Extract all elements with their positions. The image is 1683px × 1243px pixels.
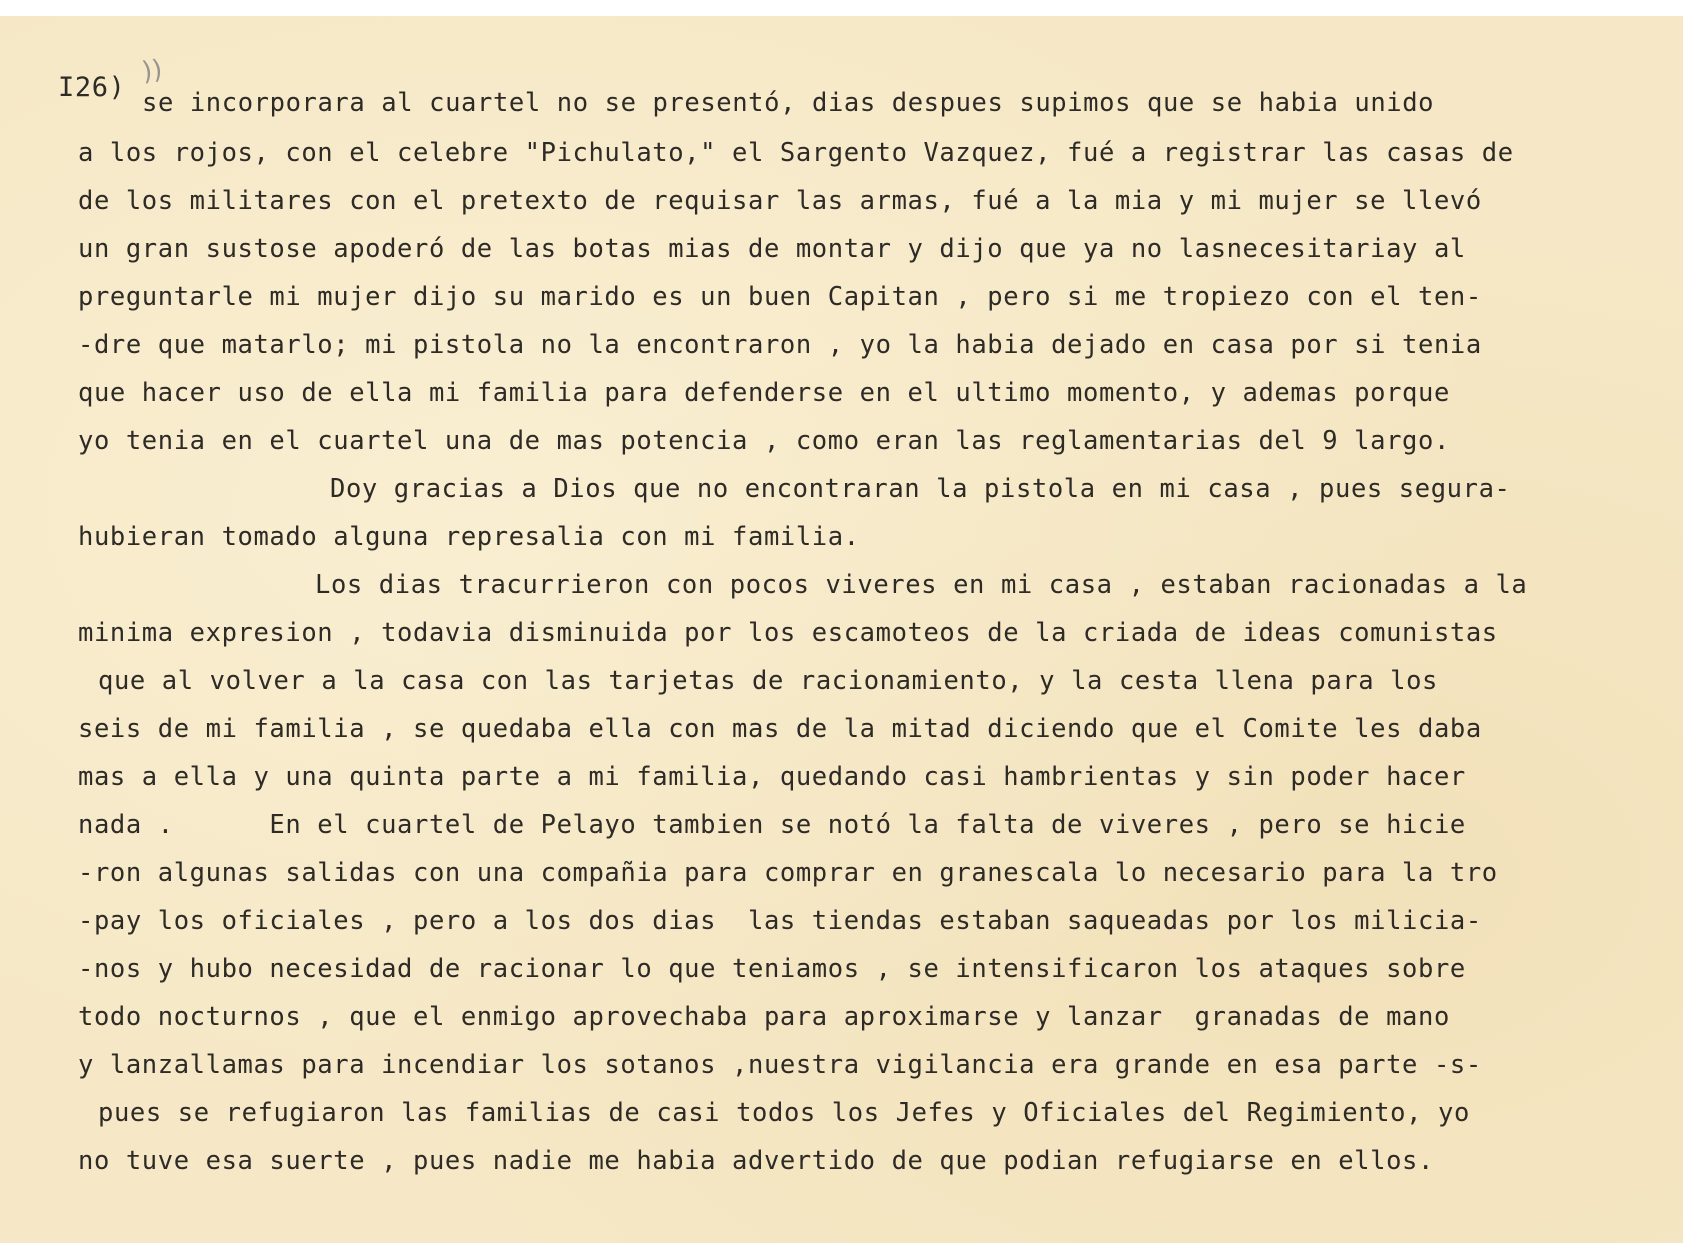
text-line-14: seis de mi familia , se quedaba ella con mas de la mitad diciendo que el Comite les daba [78,714,1482,744]
text-line-7: que hacer uso de ella mi familia para defenderse en el ultimo momento, y ademas porque [78,378,1450,408]
text-line-12: minima expresion , todavia disminuida por los escamoteos de la criada de ideas comunistas [78,618,1498,648]
text-line-6: -dre que matarlo; mi pistola no la encontraron , yo la habia dejado en casa por si tenia [78,330,1482,360]
page-number: I26) [58,72,126,103]
text-line-2: a los rojos, con el celebre "Pichulato," el Sargento Vazquez, fué a registrar las casas de [78,138,1514,168]
text-line-4: un gran sustose apoderó de las botas mias de montar y dijo que ya no lasnecesitariay al [78,234,1466,264]
margin-pencil-marks: )) [140,54,165,88]
text-line-23: no tuve esa suerte , pues nadie me habia advertido de que podian refugiarse en ellos. [78,1146,1434,1176]
text-line-18: -pay los oficiales , pero a los dos dias las tiendas estaban saqueadas por los milicia- [78,906,1482,936]
text-line-9: Doy gracias a Dios que no encontraran la pistola en mi casa , pues segura- [330,474,1511,504]
text-line-11: Los dias tracurrieron con pocos viveres en mi casa , estaban racionadas a la [315,570,1528,600]
text-line-20: todo nocturnos , que el enmigo aprovechaba para aproximarse y lanzar granadas de mano [78,1002,1450,1032]
text-line-10: hubieran tomado alguna represalia con mi familia. [78,522,860,552]
text-line-17: -ron algunas salidas con una compañia para comprar en granescala lo necesario para la tro [78,858,1498,888]
text-line-5: preguntarle mi mujer dijo su marido es un buen Capitan , pero si me tropiezo con el ten- [78,282,1482,312]
text-line-8: yo tenia en el cuartel una de mas potencia , como eran las reglamentarias del 9 largo. [78,426,1450,456]
text-line-1: se incorporara al cuartel no se presentó, dias despues supimos que se habia unido [142,88,1435,118]
text-line-22: pues se refugiaron las familias de casi todos los Jefes y Oficiales del Regimiento, yo [98,1098,1470,1128]
text-line-16: nada . En el cuartel de Pelayo tambien se notó la falta de viveres , pero se hicie [78,810,1466,840]
text-line-19: -nos y hubo necesidad de racionar lo que teniamos , se intensificaron los ataques sobre [78,954,1466,984]
typewritten-page [0,16,1683,1243]
text-line-3: de los militares con el pretexto de requisar las armas, fué a la mia y mi mujer se llevó [78,186,1482,216]
text-line-15: mas a ella y una quinta parte a mi familia, quedando casi hambrientas y sin poder hacer [78,762,1466,792]
text-line-21: y lanzallamas para incendiar los sotanos ,nuestra vigilancia era grande en esa parte -s- [78,1050,1482,1080]
text-line-13: que al volver a la casa con las tarjetas de racionamiento, y la cesta llena para los [98,666,1438,696]
